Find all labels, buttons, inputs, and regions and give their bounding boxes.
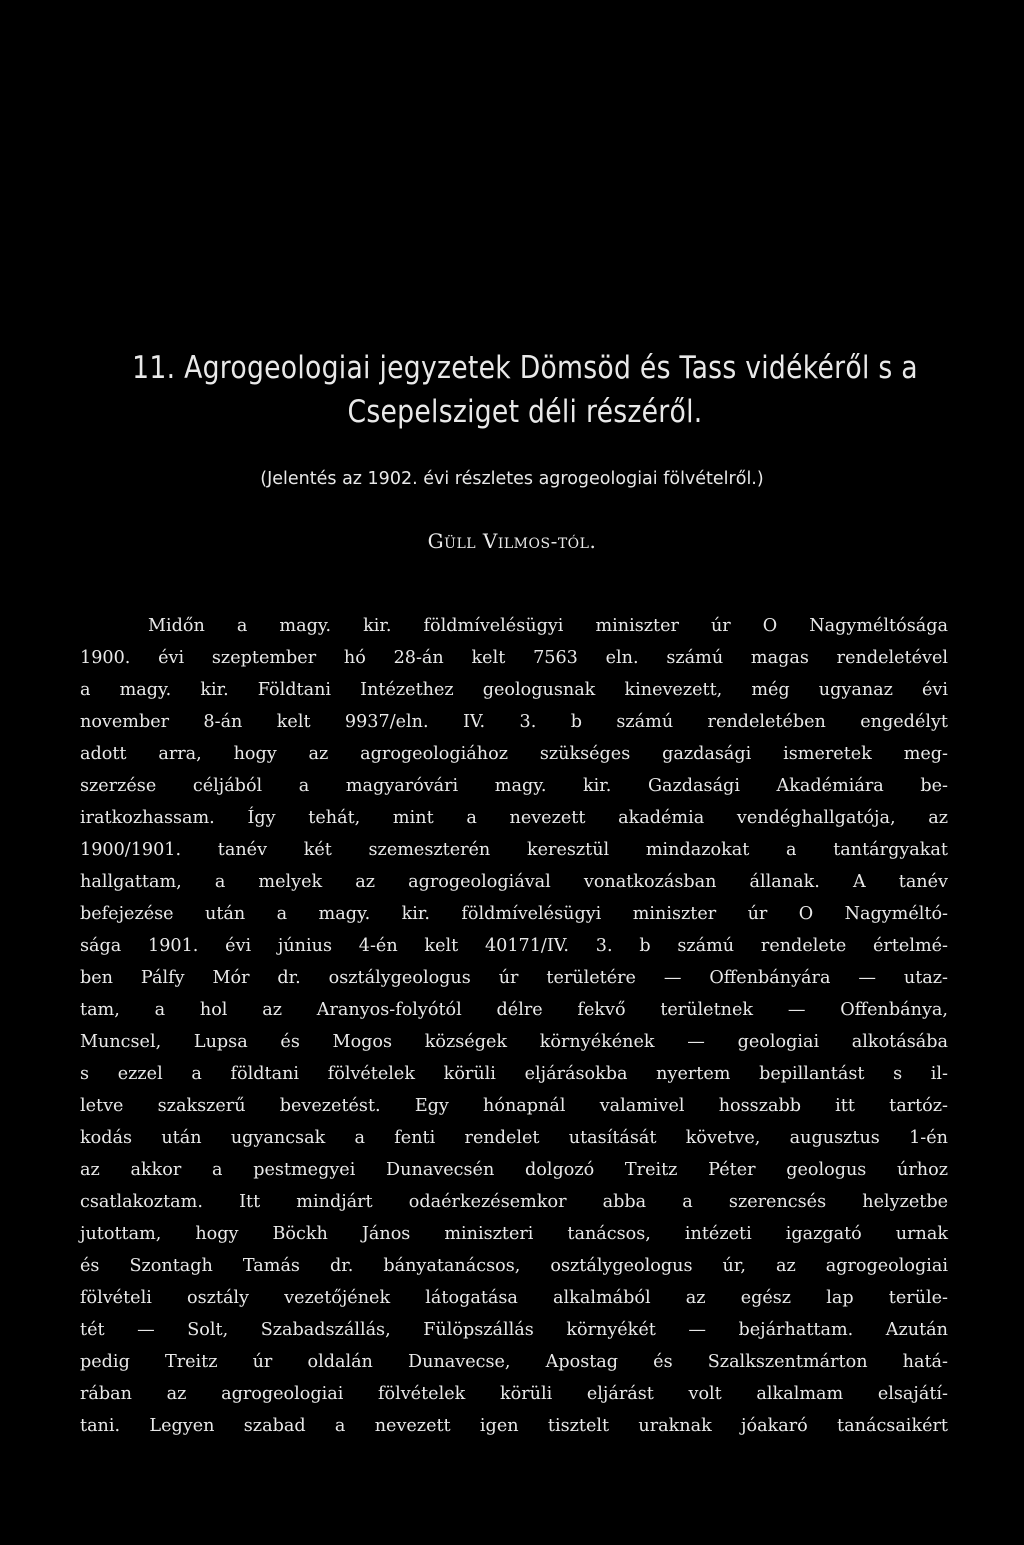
- body-line: tam, a hol az Aranyos-folyótól délre fekvő területnek — Offenbánya,: [80, 1000, 948, 1020]
- body-line: jutottam, hogy Böckh János miniszteri tanácsos, intézeti igazgató urnak: [80, 1224, 948, 1244]
- body-line: tét — Solt, Szabadszállás, Fülöpszállás környékét — bejárhattam. Azután: [80, 1320, 948, 1340]
- body-line: Muncsel, Lupsa és Mogos községek környékének — geologiai alkotásába: [80, 1032, 948, 1052]
- body-line: és Szontagh Tamás dr. bányatanácsos, osztálygeologus úr, az agrogeologiai: [80, 1256, 948, 1276]
- body-line: rában az agrogeologiai fölvételek körüli eljárást volt alkalmam elsajátí-: [80, 1384, 948, 1404]
- body-line: fölvételi osztály vezetőjének látogatása alkalmából az egész lap terüle-: [80, 1288, 948, 1308]
- title-line-2: Csepelsziget déli részéről.: [347, 394, 703, 430]
- body-line: tani. Legyen szabad a nevezett igen tisztelt uraknak jóakaró tanácsaikért: [80, 1416, 948, 1436]
- body-line: sága 1901. évi június 4-én kelt 40171/IV. 3. b számú rendelete értelmé-: [80, 936, 948, 956]
- body-line: befejezése után a magy. kir. földmívelésügyi miniszter úr O Nagyméltó-: [80, 904, 948, 924]
- title-line-1: 11. Agrogeologiai jegyzetek Dömsöd és Tass vidékéről s a: [132, 350, 918, 386]
- body-line: ben Pálfy Mór dr. osztálygeologus úr területére — Offenbányára — utaz-: [80, 968, 948, 988]
- body-line: hallgattam, a melyek az agrogeologiával vonatkozásban állanak. A tanév: [80, 872, 948, 892]
- body-line: szerzése céljából a magyaróvári magy. kir. Gazdasági Akadémiára be-: [80, 776, 948, 796]
- body-line: csatlakoztam. Itt mindjárt odaérkezésemkor abba a szerencsés helyzetbe: [80, 1192, 948, 1212]
- body-line: s ezzel a földtani fölvételek körüli eljárásokba nyertem bepillantást s il-: [80, 1064, 948, 1084]
- body-line: kodás után ugyancsak a fenti rendelet utasítását követve, augusztus 1-én: [80, 1128, 948, 1148]
- subtitle: (Jelentés az 1902. évi részletes agrogeologiai fölvételről.): [260, 469, 764, 489]
- body-line: az akkor a pestmegyei Dunavecsén dolgozó Treitz Péter geologus úrhoz: [80, 1160, 948, 1180]
- body-line: iratkozhassam. Így tehát, mint a nevezett akadémia vendéghallgatója, az: [80, 808, 948, 828]
- body-line: Midőn a magy. kir. földmívelésügyi miniszter úr O Nagyméltósága: [148, 616, 948, 636]
- body-line: a magy. kir. Földtani Intézethez geologusnak kinevezett, még ugyanaz évi: [80, 680, 948, 700]
- body-line: 1900/1901. tanév két szemeszterén keresztül mindazokat a tantárgyakat: [80, 840, 948, 860]
- body-line: 1900. évi szeptember hó 28-án kelt 7563 eln. számú magas rendeletével: [80, 648, 948, 668]
- body-line: pedig Treitz úr oldalán Dunavecse, Apostag és Szalkszentmárton hatá-: [80, 1352, 948, 1372]
- author-line: Güll Vilmos-tól.: [427, 529, 597, 553]
- body-line: letve szakszerű bevezetést. Egy hónapnál valamivel hosszabb itt tartóz-: [80, 1096, 948, 1116]
- body-line: adott arra, hogy az agrogeologiához szükséges gazdasági ismeretek meg-: [80, 744, 948, 764]
- body-line: november 8-án kelt 9937/eln. IV. 3. b számú rendeletében engedélyt: [80, 712, 948, 732]
